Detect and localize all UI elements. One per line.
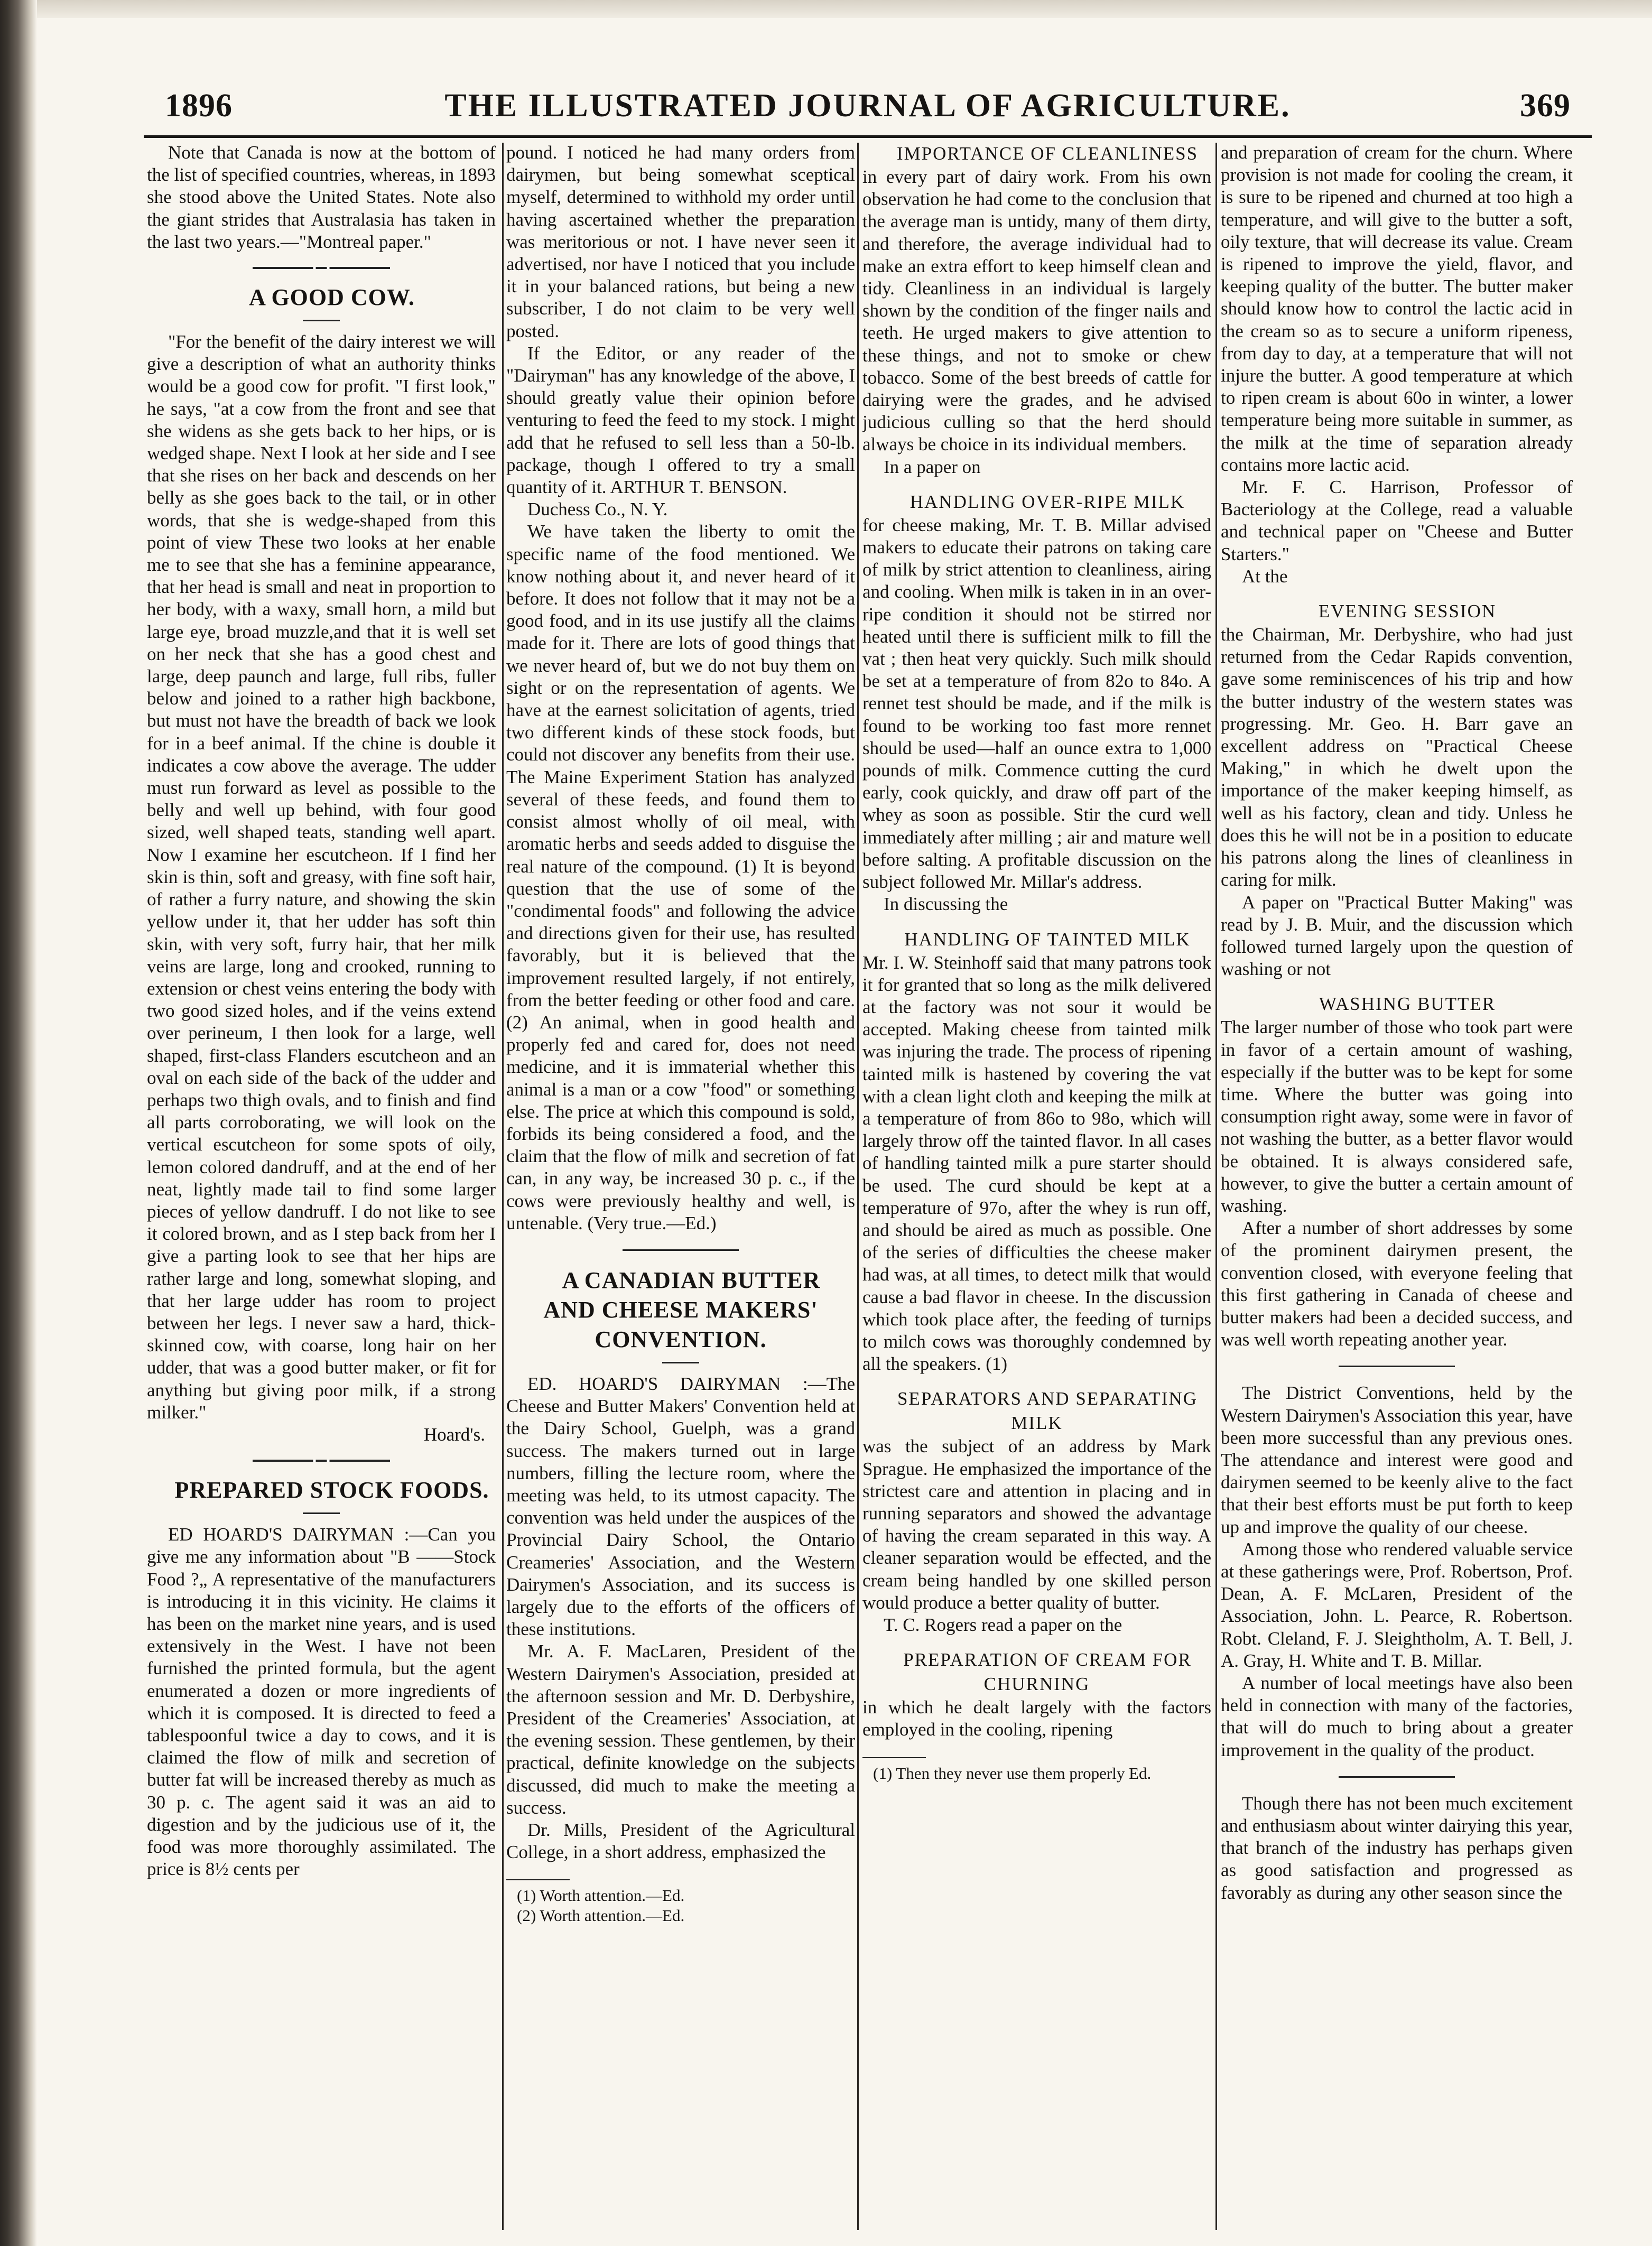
paragraph: ED. HOARD'S DAIRYMAN :—The Cheese and Butter Makers' Convention held at the Dairy School, Guelph, was a grand success. The makers turned out in large numbers, filling the lecture room, where the meeting was held, to its utmost capacity. The convention was held under the auspices of the Provincial Dairy School, the Ontario Creameries' Association, and the Western Dairymen's Association, and its success is largely due to the efforts of the officers of these institutions. bbox=[506, 1373, 855, 1640]
paragraph: The larger number of those who took part were in favor of a certain amount of washing, especially if the butter was to be kept for some time. Where the butter was going into consumption right away, some were in favor of not washing the butter, as a better flavor would be obtained. It is always considered safe, however, to give the butter a certain amount of washing. bbox=[1221, 1017, 1573, 1216]
section-heading: PREPARED STOCK FOODS. bbox=[174, 1477, 489, 1503]
section-separator bbox=[253, 267, 390, 269]
header-rule bbox=[144, 135, 1592, 138]
paragraph: Note that Canada is now at the bottom of the list of specified countries, whereas, in 1893 she stood above the United States. Note also the giant strides that Australasia has taken in the last two years.—"Montreal paper." bbox=[147, 142, 496, 252]
paragraph: ED HOARD'S DAIRYMAN :—Can you give me any information about "B ——Stock Food ?„ A representative of the manufacturers is introducing it in this vicinity. He claims it has been on the market nine years, and is used extensively in the West. I have not been furnished the printed formula, but the agent enumerated a dozen or more ingredients of which it is composed. It is directed to feed a tablespoonful twice a day to cows, and it is claimed the flow of milk and secretion of butter fat will be increased thereby as much as 30 p. c. The agent said it was an aid to digestion and by the judicious use of it, the food was more thoroughly assimilated. The price is 8½ cents per bbox=[147, 1524, 496, 1880]
column-rule bbox=[857, 143, 859, 2230]
paragraph: A number of local meetings have also been held in connection with many of the factories, that will do much to bring about a greater improvement in the quality of the product. bbox=[1221, 1673, 1573, 1760]
footnote: (1) Then they never use them properly Ed. bbox=[873, 1764, 1152, 1783]
paragraph: Among those who rendered valuable service at these gatherings were, Prof. Robertson, Prof. Dean, A. F. McLaren, President of the Association, John. L. Pearce, R. Robertson. Robt. Cleland, F. J. Sleightholm, A. T. Bell, J. A. Gray, H. White and T. B. Millar. bbox=[1221, 1538, 1573, 1671]
page-header bbox=[144, 78, 1592, 142]
paragraph: "For the benefit of the dairy interest we will give a description of what an authority thinks would be a good cow for profit. "I first look," he says, "at a cow from the front and see that she widens as she gets back to her hips, or is wedged shape. Next I look at her side and I see that she rises on her back and descends on her belly as she goes back to the tail, or in other words, that she is wedge-shaped from this point of view These two looks at her enable me to see that she has a feminine appearance, that her head is small and neat in proportion to her body, with a waxy, small horn, a mild but large eye, broad muzzle,and that it is well set on her neck that she has a good chest and large, deep paunch and large, full ribs, fuller below and joined to a rather high backbone, but must not have the breadth of back we look for in a beef animal. If the chine is double it indicates a cow above the average. The udder must run forward as level as possible to the belly and well up behind, with four good sized, well shaped teats, standing well apart. Now I examine her escutcheon. If I find her skin is thin, soft and greasy, with fine soft hair, of rather a furry nature, and showing the skin yellow under it, that her udder has soft thin skin, with very soft, furry hair, that her milk veins are large, long and crooked, running to extension or chest veins entering the body with two good sized holes, and if the veins extend over perineum, I then look for a large, well shaped, first-class Flanders escutcheon and an oval on each side of the back of the udder and perhaps two thigh ovals, and to finish and find all parts corroborating, we will look on the vertical escutcheon for some spots of oily, lemon colored dandruff, and at the end of her neat, lightly made tail to find some larger pieces of yellow dandruff. I do not like to see it colored brown, and as I step back from her I give a parting look to see that her hips are rather large and long, somewhat sloping, and that her large udder has room to project between her legs. I never saw a hard, thick-skinned cow, with coarse, long hair on her udder, that was a good butter maker, or fit for anything but giving poor milk, if a strong milker." bbox=[147, 331, 496, 1423]
paragraph: the Chairman, Mr. Derbyshire, who had just returned from the Cedar Rapids convention, gave some reminiscences of his trip and how the butter industry of the western states was progressing. Mr. Geo. H. Barr gave an excellent address on "Practical Cheese Making," in which he dwelt upon the importance of the maker keeping himself, as well as his factory, clean and tidy. Unless he does this he will not be in a position to educate his patrons along the lines of cleanliness in caring for milk. bbox=[1221, 624, 1573, 890]
paragraph: and preparation of cream for the churn. Where provision is not made for cooling the cream, it is sure to be ripened and churned at too high a temperature, and will give to the butter a soft, oily texture, that will decrease its value. Cream is ripened to improve the yield, flavor, and keeping quality of the butter. The butter maker should know how to control the lactic acid in the cream so as to secure a uniform ripeness, from day to day, at a temperature that will not injure the butter. A good temperature at which to ripen cream is about 60o in winter, a lower temperature being more suitable in summer, as the milk at the time of separation already contains more lactic acid. bbox=[1221, 142, 1573, 475]
paragraph: We have taken the liberty to omit the specific name of the food mentioned. We know nothing about it, and never heard of it before. It does not follow that it may not be a good food, and in its use justify all the claims made for it. There are lots of good things that we never heard of, but we do not buy them on sight or on the representation of agents. We have at the earnest solicitation of agents, tried two different kinds of these stock foods, but could not discover any benefits from their use. The Maine Experiment Station has analyzed several of these feeds, and found them to consist almost wholly of oil meal, with aromatic herbs and seeds added to disguise the real nature of the compound. (1) It is beyond question that the use of some of the "condimental foods" and following the advice and directions given for their use, has resulted favorably, but it is believed that the improvement resulted largely, if not entirely, from the better feeding or other food and care. (2) An animal, when in good health and properly fed and cared for, does not need medicine, and it is immaterial whether this animal is a man or a cow "food" or something else. The price at which this compound is sold, forbids its being considered a food, and the claim that the flow of milk and secretion of fat can, in any way, be increased 30 p. c., if the cows were previously healthy and well, is untenable. (Very true.—Ed.) bbox=[506, 521, 855, 1233]
section-heading: SEPARATORS AND SEPARATING MILK bbox=[897, 1388, 1198, 1434]
heading-rule bbox=[303, 1512, 340, 1514]
section-heading: A GOOD COW. bbox=[249, 284, 415, 311]
paragraph: Mr. I. W. Steinhoff said that many patrons took it for granted that so long as the milk delivered at the factory was not sour it would be accepted. Making cheese from tainted milk was injuring the trade. The process of ripening tainted milk is hastened by covering the vat with a clean light cloth and keeping the milk at a temperature of from 86o to 98o, which will largely throw off the tainted flavor. In all cases of handling tainted milk a pure starter should be used. The curd should be kept at a temperature of 97o, after the whey is run off, and should be aired as much as possible. One of the series of difficulties the cheese maker had was, at all times, to detect milk that would cause a bad flavor in cheese. In the discussion which took place after, the feeding of turnips to milch cows was thoroughly condemned by all the speakers. (1) bbox=[862, 952, 1211, 1375]
column-rule bbox=[1215, 143, 1217, 2230]
page-binding-edge bbox=[0, 0, 37, 2246]
journal-title: THE ILLUSTRATED JOURNAL OF AGRICULTURE. bbox=[444, 88, 1291, 124]
paragraph: After a number of short addresses by some of the prominent dairymen present, the convention closed, with everyone feeling that this first gathering in Canada of cheese and butter makers had been a decided success, and was well worth repeating another year. bbox=[1221, 1218, 1573, 1350]
footnote-rule bbox=[506, 1879, 570, 1880]
paragraph: in which he dealt largely with the factors employed in the cooling, ripening bbox=[862, 1697, 1211, 1740]
paragraph: In discussing the bbox=[884, 894, 1008, 915]
section-separator bbox=[1339, 1366, 1455, 1367]
section-heading: HANDLING OVER-RIPE MILK bbox=[909, 491, 1185, 512]
column-4 bbox=[1221, 142, 1573, 2234]
paragraph: If the Editor, or any reader of the "Dairyman" has any knowledge of the above, I should greatly value their opinion before venturing to feed the feed to my stock. I might add that he refused to sell less than a 50-lb. package, though I offered to try a small quantity of it. ARTHUR T. BENSON. bbox=[506, 342, 855, 498]
footnote: (1) Worth attention.—Ed. bbox=[517, 1886, 685, 1905]
paragraph: was the subject of an address by Mark Sprague. He emphasized the importance of the strictest care and attention in placing and in running separators and showed the advantage of having the cream separated in this way. A cleaner separation would be effected, and the cream being handled by one skilled person would produce a better quality of butter. bbox=[862, 1436, 1211, 1613]
heading-rule bbox=[303, 320, 340, 321]
paragraph: in every part of dairy work. From his own observation he had come to the conclusion that the average man is untidy, many of them dirty, and therefore, the average individual had to make an extra effort to keep himself clean and tidy. Cleanliness in an individual is largely shown by the condition of the finger nails and teeth. He urged makers to give attention to these things, and not to smoke or chew tobacco. Some of the best breeds of cattle for dairying were the grades, and he advised judicious culling so that the herd should always be choice in its individual members. bbox=[862, 166, 1211, 455]
column-3 bbox=[862, 142, 1211, 2234]
column-1 bbox=[147, 142, 496, 2234]
paragraph: pound. I noticed he had many orders from dairymen, but being somewhat sceptical myself, determined to withhold my order until having ascertained whether the preparation was meritorious or not. I have never seen it advertised, nor have I noticed that you include it in your balanced rations, but being a new subscriber, I do not claim to be very well posted. bbox=[506, 142, 855, 341]
paragraph: Dr. Mills, President of the Agricultural College, in a short address, emphasized the bbox=[506, 1820, 855, 1863]
section-heading: WASHING BUTTER bbox=[1319, 994, 1496, 1015]
paragraph: Mr. F. C. Harrison, Professor of Bacteriology at the College, read a valuable and technical paper on "Cheese and Butter Starters." bbox=[1221, 477, 1573, 564]
paragraph: In a paper on bbox=[884, 456, 981, 477]
heading-rule bbox=[662, 1362, 699, 1363]
footnote-rule bbox=[862, 1757, 926, 1758]
column-2 bbox=[506, 142, 855, 2234]
paragraph: for cheese making, Mr. T. B. Millar advised makers to educate their patrons on taking care of milk by strict attention to cleanliness, airing and cooling. When milk is taken in in an over-ripe condition it should not be stirred nor heated until there is sufficient milk to fill the vat ; then heat very quickly. Such milk should be set at a temperature of from 82o to 84o. A rennet test should be made, and if the milk is found to be working too fast more rennet should be used—half an ounce extra to 1,000 pounds of milk. Commence cutting the curd early, cook quickly, and draw off part of the whey as soon as possible. Stir the curd well immediately after milling ; air and mature well before salting. A profitable discussion on the subject followed Mr. Millar's address. bbox=[862, 514, 1211, 893]
paragraph: The District Conventions, held by the Western Dairymen's Association this year, have been more successful than any previous ones. The attendance and interest were good and dairymen seemed to be keenly alive to the fact that their best efforts must be put forth to keep up and improve the quality of our cheese. bbox=[1221, 1382, 1573, 1537]
paragraph: Though there has not been much excitement and enthusiasm about winter dairying this year, that branch of the industry has perhaps given as good satisfaction and progressed as favorably as during any other season since the bbox=[1221, 1793, 1573, 1903]
section-separator bbox=[253, 1460, 390, 1462]
column-rule bbox=[502, 143, 504, 2230]
section-heading: PREPARATION OF CREAM FOR CHURNING bbox=[903, 1649, 1192, 1695]
paragraph: T. C. Rogers read a paper on the bbox=[884, 1614, 1122, 1635]
paragraph: A paper on "Practical Butter Making" was read by J. B. Muir, and the discussion which followed turned largely upon the question of washing or not bbox=[1221, 892, 1573, 980]
section-separator bbox=[1339, 1776, 1455, 1778]
signature: Hoard's. bbox=[423, 1424, 485, 1445]
section-heading: EVENING SESSION bbox=[1318, 601, 1497, 622]
section-heading: HANDLING OF TAINTED MILK bbox=[904, 929, 1191, 950]
header-year: 1896 bbox=[165, 88, 233, 124]
section-heading: A CANADIAN BUTTER AND CHEESE MAKERS' CONVENTION. bbox=[543, 1267, 821, 1352]
paragraph: Mr. A. F. MacLaren, President of the Western Dairymen's Association, presided at the afternoon session and Mr. D. Derbyshire, President of the Creameries' Association, at the evening session. These gentlemen, by their practical, definite knowledge on the subjects discussed, did much to make the meeting a success. bbox=[506, 1641, 855, 1818]
page-top-edge bbox=[37, 0, 1652, 18]
paragraph: At the bbox=[1242, 565, 1288, 587]
page-number: 369 bbox=[1520, 88, 1571, 124]
section-heading: IMPORTANCE OF CLEANLINESS bbox=[896, 143, 1199, 164]
paragraph: Duchess Co., N. Y. bbox=[527, 499, 668, 520]
section-separator bbox=[623, 1249, 739, 1251]
footnote: (2) Worth attention.—Ed. bbox=[517, 1906, 685, 1925]
